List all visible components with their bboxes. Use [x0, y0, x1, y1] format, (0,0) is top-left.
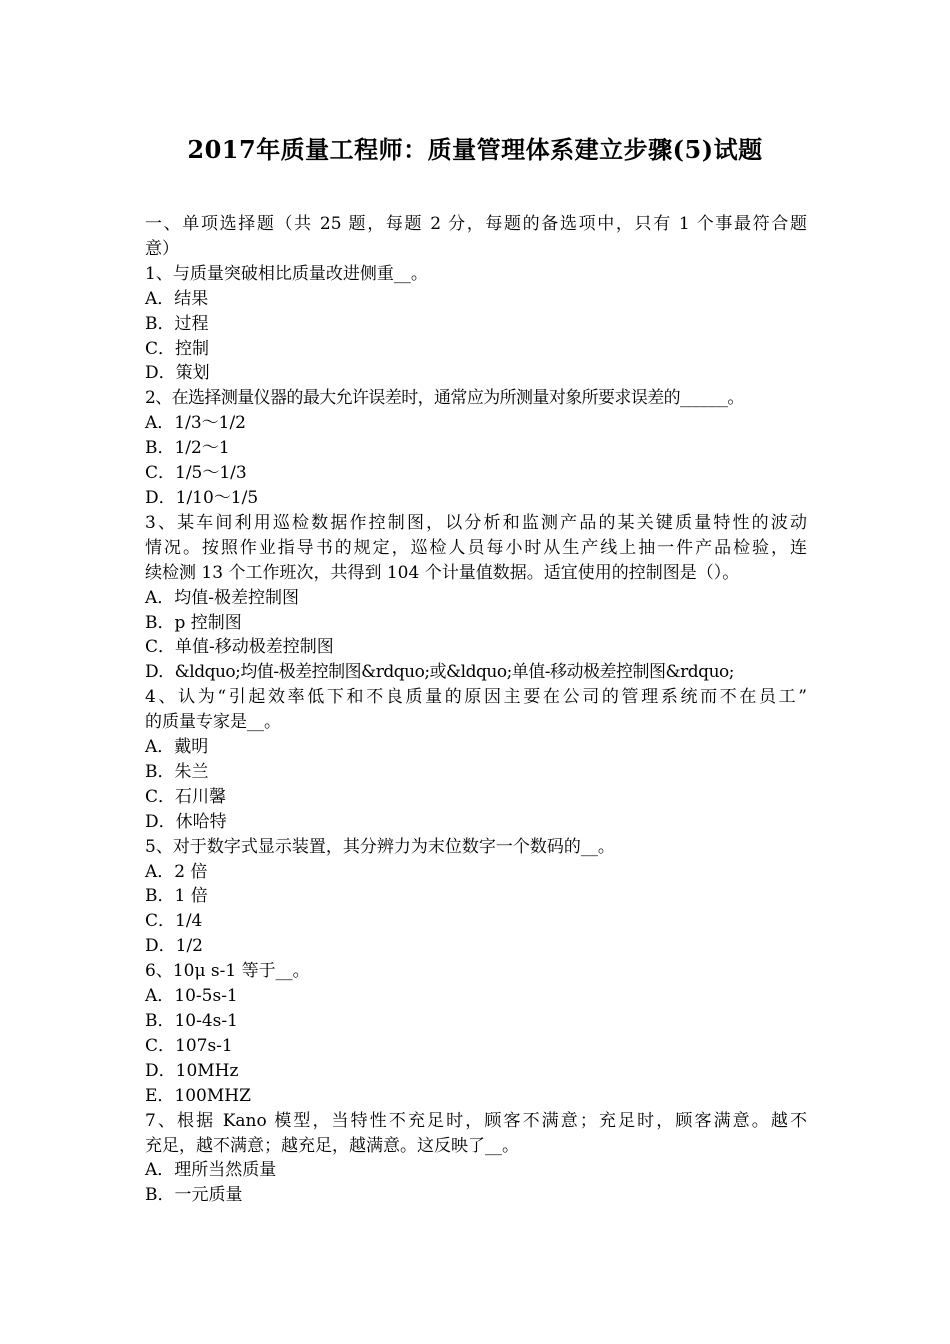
option-c: C．单值-移动极差控制图 — [145, 637, 334, 658]
question-4 — [145, 685, 807, 834]
question-6 — [145, 959, 807, 1108]
option-c: C．1/4 — [145, 911, 203, 932]
question-3 — [145, 511, 807, 685]
question-stem: 1、与质量突破相比质量改进侧重__。 — [145, 263, 428, 284]
option-c: C．控制 — [145, 338, 210, 359]
question-7 — [145, 1109, 807, 1209]
section-header-line-1: 一、单项选择题（共 25 题，每题 2 分，每题的备选项中，只有 1 个事最符合题 — [145, 214, 807, 234]
option-a: A．10-5s-1 — [145, 986, 238, 1007]
option-d: D．策划 — [145, 363, 210, 384]
option-c: C．1/5～1/3 — [145, 463, 247, 484]
option-a: A．理所当然质量 — [145, 1160, 277, 1181]
question-stem-line-2: 的质量专家是__。 — [145, 712, 281, 733]
question-stem-line-1: 3、某车间利用巡检数据作控制图，以分析和监测产品的某关键质量特性的波动 — [145, 512, 807, 533]
option-a: A．结果 — [145, 288, 209, 309]
question-stem: 5、对于数字式显示装置，其分辨力为末位数字一个数码的__。 — [145, 836, 615, 857]
option-b: B．1 倍 — [145, 886, 208, 907]
option-d: D．1/10～1/5 — [145, 487, 259, 508]
option-a: A．戴明 — [145, 737, 209, 758]
option-b: B．过程 — [145, 313, 209, 334]
question-2 — [145, 386, 807, 511]
section-header-line-2: 意） — [145, 238, 179, 259]
question-5 — [145, 835, 807, 960]
option-d: D．1/2 — [145, 936, 203, 957]
page-title: 2017年质量工程师：质量管理体系建立步骤(5)试题 — [187, 135, 763, 164]
option-a: A．2 倍 — [145, 861, 208, 882]
option-b: B．朱兰 — [145, 761, 209, 782]
option-d: D．10MHz — [145, 1060, 239, 1081]
question-1 — [145, 262, 807, 387]
document-body — [145, 212, 807, 1208]
option-b: B．一元质量 — [145, 1185, 243, 1206]
option-c: C．107s-1 — [145, 1035, 233, 1056]
option-a: A．1/3～1/2 — [145, 413, 246, 434]
question-stem-line-1: 4、认为“引起效率低下和不良质量的原因主要在公司的管理系统而不在员工” — [145, 687, 807, 708]
question-stem: 6、10μ s-1 等于__。 — [145, 961, 310, 982]
option-b: B．p 控制图 — [145, 612, 242, 633]
question-stem: 2、在选择测量仪器的最大允许误差时，通常应为所测量对象所要求误差的______。 — [145, 388, 744, 409]
question-stem-line-2: 充足，越不满意；越充足，越满意。这反映了__。 — [145, 1135, 519, 1156]
question-stem-line-3: 续检测 13 个工作班次，共得到 104 个计量值数据。适宜使用的控制图是（）。 — [145, 562, 740, 583]
option-d: D．休哈特 — [145, 811, 227, 832]
option-b: B．10-4s-1 — [145, 1011, 238, 1031]
option-b: B．1/2～1 — [145, 438, 230, 459]
option-c: C．石川馨 — [145, 786, 227, 807]
option-e: E．100MHZ — [145, 1085, 251, 1106]
question-stem-line-1: 7、根据 Kano 模型，当特性不充足时，顾客不满意；充足时，顾客满意。越不 — [145, 1110, 807, 1131]
question-stem-line-2: 情况。按照作业指导书的规定，巡检人员每小时从生产线上抽一件产品检验，连 — [145, 537, 807, 558]
option-d: D．&ldquo;均值-极差控制图&rdquo;或&ldquo;单值-移动极差控制图&rdquo; — [145, 662, 734, 683]
option-a: A．均值-极差控制图 — [145, 587, 300, 608]
